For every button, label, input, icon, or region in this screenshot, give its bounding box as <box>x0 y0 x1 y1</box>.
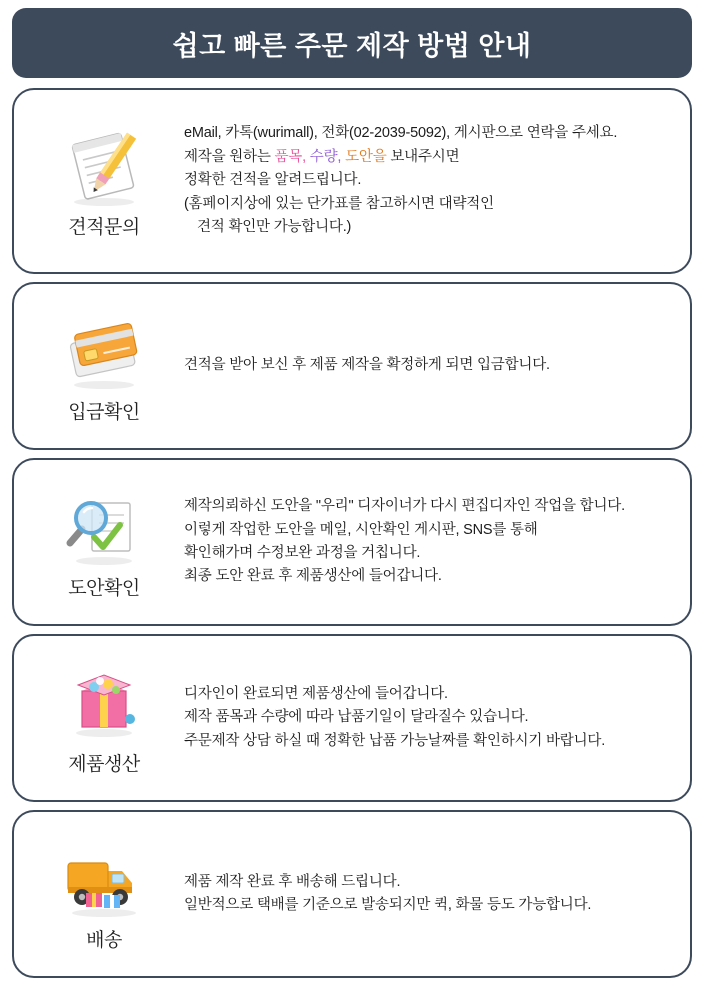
step-5-label: 배송 <box>86 929 122 951</box>
step-3-text <box>184 495 680 589</box>
step-3-label: 도안확인 <box>68 577 140 599</box>
credit-card-payment-icon <box>58 309 150 393</box>
step-4-label: 제품생산 <box>68 753 140 775</box>
steps-list <box>12 88 692 978</box>
step-3-icon-column <box>24 485 184 600</box>
magnifier-check-icon <box>58 485 150 569</box>
step-card-2 <box>12 282 692 450</box>
highlight-design: 도안을 <box>345 148 387 165</box>
step-1-line-5: 견적 확인만 가능합니다.) <box>197 219 352 236</box>
page-header <box>12 8 692 78</box>
step-4-text <box>184 683 680 753</box>
gift-box-production-icon <box>58 661 150 745</box>
step-4-line-1: 디자인이 완료되면 제품생산에 들어갑니다. <box>184 685 448 702</box>
step-5-icon-column <box>24 837 184 952</box>
pencil-document-icon <box>58 124 150 208</box>
step-1-line-4: (홈페이지상에 있는 단가표를 참고하시면 대략적인 <box>184 195 494 212</box>
step-card-1 <box>12 88 692 274</box>
step-4-icon-column <box>24 661 184 776</box>
step-2-label: 입금확인 <box>68 401 140 423</box>
step-5-line-1: 제품 제작 완료 후 배송해 드립니다. <box>184 873 401 890</box>
highlight-qty: 수량, <box>309 148 342 165</box>
page-title: 쉽고 빠른 주문 제작 방법 안내 <box>172 30 532 61</box>
step-5-text <box>184 871 680 918</box>
step-card-5 <box>12 810 692 978</box>
step-4-line-3: 주문제작 상담 하실 때 정확한 납품 가능날짜를 확인하시기 바랍니다. <box>184 732 606 749</box>
step-1-label: 견적문의 <box>68 216 140 238</box>
step-card-4 <box>12 634 692 802</box>
step-3-line-1: 제작의뢰하신 도안을 "우리" 디자이너가 다시 편집디자인 작업을 합니다. <box>184 498 625 515</box>
step-1-text <box>184 122 680 239</box>
step-2-text <box>184 354 680 377</box>
highlight-item: 품목, <box>274 148 306 165</box>
step-3-line-2: 이렇게 작업한 도안을 메일, 시안확인 게시판, SNS를 통해 <box>184 521 538 538</box>
delivery-truck-icon <box>58 837 150 921</box>
step-1-line-2: 제작을 원하는 품목, 수량, 도안을 보내주시면 <box>184 148 460 165</box>
step-1-icon-column <box>24 124 184 239</box>
step-1-line-3: 정확한 견적을 알려드립니다. <box>184 172 362 189</box>
step-5-line-2: 일반적으로 택배를 기준으로 발송되지만 퀵, 화물 등도 가능합니다. <box>184 897 592 913</box>
step-card-3 <box>12 458 692 626</box>
step-3-line-4: 최종 도안 완료 후 제품생산에 들어갑니다. <box>184 568 442 585</box>
step-2-icon-column <box>24 309 184 424</box>
step-3-line-3: 확인해가며 수정보완 과정을 거칩니다. <box>184 545 421 561</box>
step-4-line-2: 제작 품목과 수량에 따라 납품기일이 달라질수 있습니다. <box>184 709 529 726</box>
step-1-line-1: eMail, 카톡(wurimall), 전화(02-2039-5092), 게시판으로 연락을 주세요. <box>184 125 618 142</box>
step-2-line-1: 견적을 받아 보신 후 제품 제작을 확정하게 되면 입금합니다. <box>184 357 550 374</box>
